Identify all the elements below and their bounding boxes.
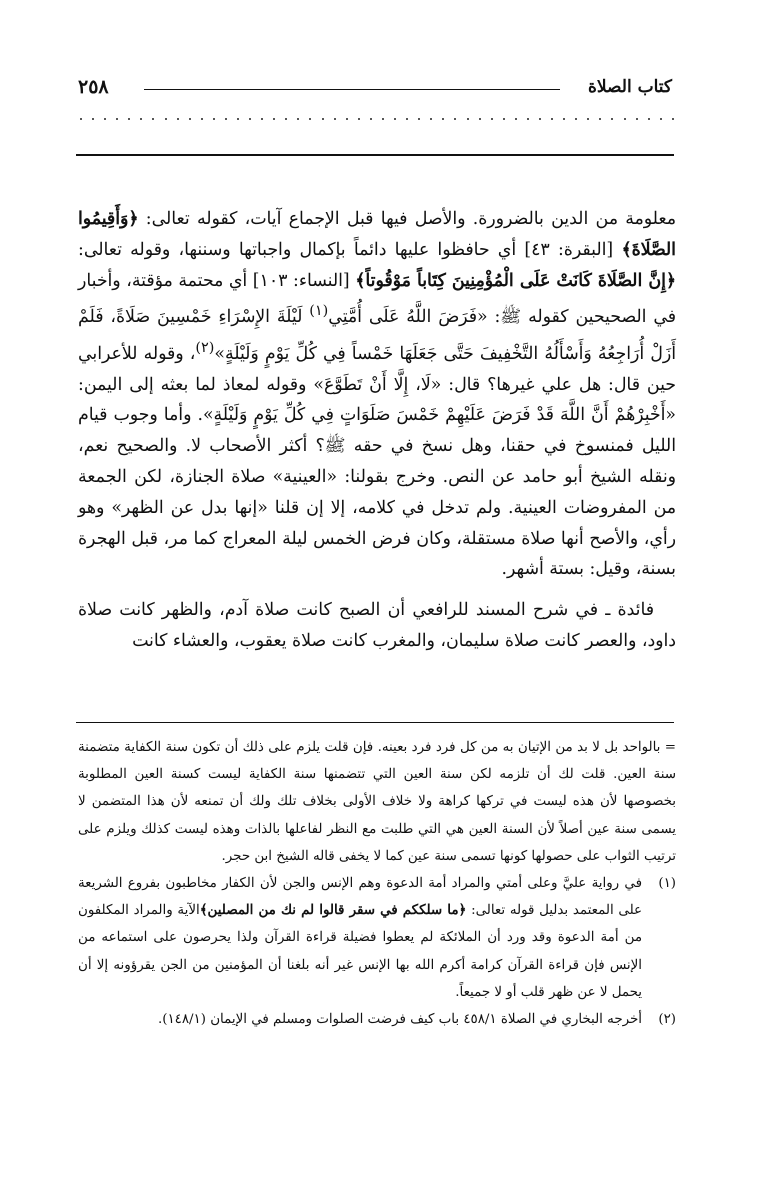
separator-dot bbox=[672, 118, 674, 120]
footnote-1 bbox=[78, 870, 676, 1006]
separator-dot bbox=[140, 118, 142, 120]
separator-dot bbox=[599, 118, 601, 120]
header-rule bbox=[144, 89, 560, 90]
separator-dot bbox=[297, 118, 299, 120]
separator-dot bbox=[527, 118, 529, 120]
top-rule bbox=[76, 154, 674, 156]
text-run: ، وقوله للأعرابي حين قال: هل علي غيرها؟ قال: «لَا، إِلَّا أَنْ تَطَوَّعَ» وقوله لمعاذ لما بعثه إلى اليمن: «أَخْبِرْهُمْ أَنَّ اللَّهَ قَدْ فَرَضَ عَلَيْهِمْ خَمْسَ صَلَوَاتٍ فِي كُلِّ يَوْمٍ وَلَيْلَةٍ». وأما وجوب قيام الليل فمنسوخ في حقنا، وهل نسخ في حقه ﷺ؟ أكثر الأصحاب لا. والصحيح نعم، ونقله الشيخ أبو حامد عن النص. وخرج بقولنا: «العينية» صلاة الجنازة، لكن الجمعة من المفروضات العينية. ولم تدخل في كلامه، إلا إن قلنا «إنها بدل عن الظهر» وهو رأي، والأصح أنها صلاة مستقلة، وكان فرض الخمس ليلة المعراج كما مر، قبل الهجرة بسنة، وقيل: بستة أشهر. bbox=[78, 343, 676, 580]
separator-dot bbox=[587, 118, 589, 120]
separator-dot bbox=[116, 118, 118, 120]
quran-verse: ﴿إِنَّ الصَّلَاةَ كَانَتْ عَلَى الْمُؤْمِنِينَ كِتَاباً مَوْقُوتاً﴾ bbox=[355, 270, 676, 291]
separator-dot bbox=[418, 118, 420, 120]
separator-dot bbox=[273, 118, 275, 120]
footnote-number: (٢) bbox=[658, 1012, 676, 1028]
separator-dot bbox=[165, 118, 167, 120]
footnote-number: (١) bbox=[658, 876, 676, 892]
footnote-text: في رواية عليَّ وعلى أمتي والمراد أمة الدعوة وهم الإنس والجن لأن الكفار مخاطبون بفروع الشريعة على المعتمد بدليل قوله تعالى: bbox=[78, 876, 642, 919]
separator-dot bbox=[551, 118, 553, 120]
separator-dot bbox=[309, 118, 311, 120]
separator-dot bbox=[128, 118, 130, 120]
separator-dot bbox=[285, 118, 287, 120]
separator-dot bbox=[479, 118, 481, 120]
quran-verse: ﴿وَأَقِيمُوا الصَّلَاةَ﴾ bbox=[78, 209, 676, 260]
separator-dot bbox=[563, 118, 565, 120]
paragraph-1 bbox=[78, 204, 676, 585]
page-number: ٢٥٨ bbox=[78, 76, 109, 98]
book-title: كتاب الصلاة bbox=[587, 77, 672, 97]
text-run: [النساء: ١٠٣] أي محتمة مؤقتة، وأخبار في الصحيحين كقوله ﷺ: «فَرَضَ اللَّهُ عَلَى أُمَّتِي bbox=[78, 270, 676, 328]
footnotes bbox=[78, 734, 676, 1033]
text-run: معلومة من الدين بالضرورة. والأصل فيها قبل الإجماع آيات، كقوله تعالى: bbox=[138, 209, 676, 229]
footnote-ref: (١) bbox=[309, 303, 329, 320]
separator-dot bbox=[660, 118, 662, 120]
separator-dot bbox=[346, 118, 348, 120]
separator-dot bbox=[249, 118, 251, 120]
separator-dot bbox=[442, 118, 444, 120]
separator-dot bbox=[322, 118, 324, 120]
separator-dot bbox=[636, 118, 638, 120]
separator-dot bbox=[104, 118, 106, 120]
separator-dot bbox=[539, 118, 541, 120]
separator-dot bbox=[80, 118, 82, 120]
footnote-rule bbox=[76, 722, 674, 723]
separator-dot bbox=[624, 118, 626, 120]
footnote-text: أخرجه البخاري في الصلاة ٤٥٨/١ باب كيف فرضت الصلوات ومسلم في الإيمان (١٤٨/١). bbox=[157, 1012, 642, 1028]
separator-dot bbox=[406, 118, 408, 120]
separator-dot bbox=[454, 118, 456, 120]
separator-dot bbox=[201, 118, 203, 120]
paragraph-2: فائدة ـ في شرح المسند للرافعي أن الصبح كانت صلاة آدم، والظهر كانت صلاة داود، والعصر كانت صلاة سليمان، والمغرب كانت صلاة يعقوب، والعشاء كانت bbox=[78, 600, 676, 651]
separator-dot bbox=[648, 118, 650, 120]
text-run: لَيْلَةَ الإِسْرَاءِ خَمْسِينَ صَلَاةً، فَلَمْ أَزَلْ أُرَاجِعُهُ وَأَسْأَلُهُ التَّخْفِيفَ حَتَّى جَعَلَهَا خَمْساً فِي كُلِّ يَوْمٍ وَلَيْلَةٍ» bbox=[78, 307, 676, 364]
footnote-ref: (٢) bbox=[195, 339, 215, 356]
separator-dot bbox=[334, 118, 336, 120]
separator-dot bbox=[382, 118, 384, 120]
separator-dot bbox=[394, 118, 396, 120]
dotted-separator bbox=[80, 112, 674, 126]
separator-dot bbox=[370, 118, 372, 120]
separator-dot bbox=[515, 118, 517, 120]
quran-verse: ﴿ما سلككم في سقر قالوا لم نك من المصلين﴾ bbox=[199, 902, 467, 919]
separator-dot bbox=[430, 118, 432, 120]
text-run: [البقرة: ٤٣] أي حافظوا عليها دائماً بإكمال واجباتها وسننها، وقوله تعالى: bbox=[78, 239, 622, 260]
separator-dot bbox=[177, 118, 179, 120]
separator-dot bbox=[213, 118, 215, 120]
separator-dot bbox=[611, 118, 613, 120]
separator-dot bbox=[237, 118, 239, 120]
separator-dot bbox=[467, 118, 469, 120]
separator-dot bbox=[152, 118, 154, 120]
separator-dot bbox=[261, 118, 263, 120]
separator-dot bbox=[225, 118, 227, 120]
separator-dot bbox=[189, 118, 191, 120]
footnote-continuation: = بالواحد بل لا بد من الإتيان به من كل فرد فرد بعينه. فإن قلت يلزم على ذلك أن تكون سنة الكفاية متضمنة سنة العين. قلت لك أن تلزمه لكن سنة العين التي تتضمنها سنة الكفاية ليست كسنة العين المطلوبة بخصوصها لأن هذه ليست في تركها كراهة ولا خلاف الأولى بخلاف تلك ولك أن تمنعه لأن هذا المتضمن لا يسمى سنة عين أصلاً لأن السنة العين هي التي طلبت مع النظر لفاعلها بالذات وهذه ليست كذلك ويلزم على ترتيب الثواب على حصولها كونها تسمى سنة عين كما لا يخفى قاله الشيخ ابن حجر. bbox=[78, 740, 676, 864]
separator-dot bbox=[503, 118, 505, 120]
footnote-text: الآية والمراد المكلفون من أمة الدعوة وقد ورد أن الملائكة لم يعطوا فضيلة قراءة القرآن ولذا يحرصون على استماعه من الإنس فإن قراءة القرآن كرامة أكرم الله بها الإنس غير أنه بلغنا أن المؤمنين من الجن يقرؤونه إلا أن يحمل لا عن ظهر قلب أو لا جميعاً. bbox=[78, 903, 642, 1000]
main-text bbox=[78, 204, 676, 657]
separator-dot bbox=[358, 118, 360, 120]
running-head bbox=[78, 74, 672, 100]
separator-dot bbox=[92, 118, 94, 120]
separator-dot bbox=[575, 118, 577, 120]
footnote-2 bbox=[78, 1006, 676, 1033]
separator-dot bbox=[491, 118, 493, 120]
